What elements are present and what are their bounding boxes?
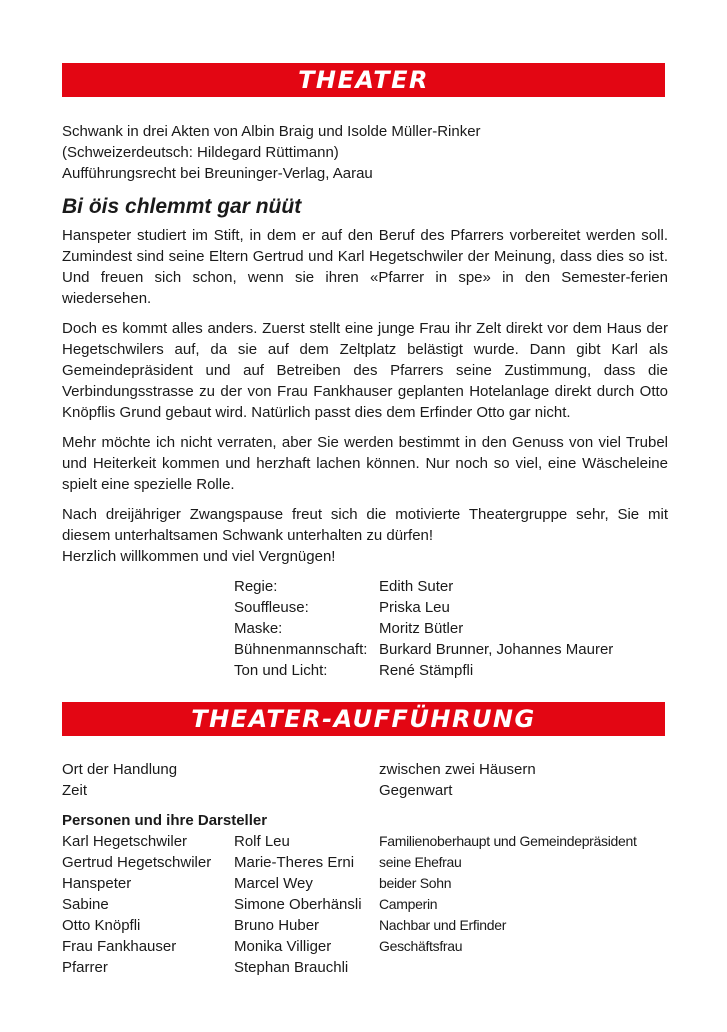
cast-note: seine Ehefrau: [379, 854, 462, 870]
setting-place-label: Ort der Handlung: [62, 761, 178, 778]
setting-place-value: zwischen zwei Häusern: [379, 761, 536, 778]
credit-role: Regie:: [234, 578, 278, 595]
section-header-performance: THEATER-AUFFÜHRUNG: [62, 702, 665, 736]
cast-character: Pfarrer: [62, 959, 108, 976]
credit-role: Souffleuse:: [234, 599, 309, 616]
cast-character: Karl Hegetschwiler: [62, 833, 188, 850]
cast-actor: Marcel Wey: [234, 875, 313, 892]
cast-row: [62, 894, 637, 915]
setting-time-label: Zeit: [62, 782, 88, 799]
synopsis-paragraph-2: Doch es kommt alles anders. Zuerst stellt eine junge Frau ihr Zelt direkt vor dem Haus der Hegetschwilers auf, da sie auf dem Zeltplatz belästigt wurde. Dann gibt Karl als Gemeindepräsident und auf Betreiben des Pfarrers seine Zustimmung, dass die Verbindungsstrasse zu der von Frau Fankhauser geplanten Hotelanlage direkt durch Otto Knöpflis Grund gebaut wird. Natürlich passt dies dem Erfinder Otto gar nicht.: [62, 320, 668, 421]
intro-line-rights: Aufführungsrecht bei Breuninger-Verlag, Aarau: [62, 165, 373, 182]
cast-actor: Rolf Leu: [234, 833, 290, 850]
setting-time-value: Gegenwart: [379, 782, 453, 799]
synopsis-paragraph-3: Mehr möchte ich nicht verraten, aber Sie werden bestimmt in den Genuss von viel Trubel und Heiterkeit kommen und herzhaft lachen können. Nur noch so viel, eine Wäscheleine spielt eine spezielle Rolle.: [62, 434, 668, 493]
cast-note: Familienoberhaupt und Gemeindepräsident: [379, 833, 637, 849]
credits-list: [234, 576, 613, 681]
credit-role: Bühnenmannschaft:: [234, 641, 368, 658]
cast-character: Hanspeter: [62, 875, 132, 892]
credit-row: [234, 639, 613, 660]
cast-row: [62, 873, 637, 894]
cast-note: beider Sohn: [379, 875, 452, 891]
intro-line-authors: Schwank in drei Akten von Albin Braig und Isolde Müller-Rinker: [62, 123, 481, 140]
cast-list: [62, 831, 637, 978]
cast-character: Gertrud Hegetschwiler: [62, 854, 212, 871]
cast-character: Sabine: [62, 896, 109, 913]
play-title: Bi öis chlemmt gar nüüt: [62, 195, 302, 218]
welcome-line: Herzlich willkommen und viel Vergnügen!: [62, 548, 336, 565]
cast-actor: Marie-Theres Erni: [234, 854, 355, 871]
play-info: [62, 121, 481, 184]
cast-note: Nachbar und Erfinder: [379, 917, 507, 933]
credit-row: [234, 576, 613, 597]
cast-actor: Stephan Brauchli: [234, 959, 349, 976]
credit-name: Burkard Brunner, Johannes Maurer: [379, 641, 614, 658]
synopsis-paragraph-1: Hanspeter studiert im Stift, in dem er auf den Beruf des Pfarrers vorbereitet werden soll. Zumindest sind seine Eltern Gertrud und Karl Hegetschwiler der Meinung, dass dies so ist. Und freuen sich schon, wenn sie ihren «Pfarrer in spe» in den Semester-ferien wiedersehen.: [62, 227, 668, 307]
credit-row: [234, 618, 613, 639]
credit-name: Priska Leu: [379, 599, 450, 616]
credit-row: [234, 597, 613, 618]
cast-character: Frau Fankhauser: [62, 938, 177, 955]
cast-row: [62, 915, 637, 936]
cast-actor: Bruno Huber: [234, 917, 320, 934]
welcome-paragraph: Nach dreijähriger Zwangspause freut sich die motivierte Theatergruppe sehr, Sie mit diesem unterhaltsamen Schwank unterhalten zu dürfen!: [62, 506, 668, 544]
cast-note: Camperin: [379, 896, 438, 912]
cast-note: Geschäftsfrau: [379, 938, 463, 954]
cast-actor: Monika Villiger: [234, 938, 332, 955]
section-header-theater: THEATER: [62, 63, 665, 97]
credit-role: Ton und Licht:: [234, 662, 328, 679]
cast-row: [62, 831, 637, 852]
cast-character: Otto Knöpfli: [62, 917, 141, 934]
cast-row: [62, 936, 637, 957]
credit-name: Edith Suter: [379, 578, 454, 595]
credit-name: René Stämpfli: [379, 662, 474, 679]
credit-name: Moritz Bütler: [379, 620, 464, 637]
cast-heading: Personen und ihre Darsteller: [62, 812, 268, 829]
credit-row: [234, 660, 613, 681]
cast-row: [62, 852, 637, 873]
intro-line-translation: (Schweizerdeutsch: Hildegard Rüttimann): [62, 144, 339, 161]
credit-role: Maske:: [234, 620, 283, 637]
cast-row: [62, 957, 637, 978]
cast-actor: Simone Oberhänsli: [234, 896, 362, 913]
